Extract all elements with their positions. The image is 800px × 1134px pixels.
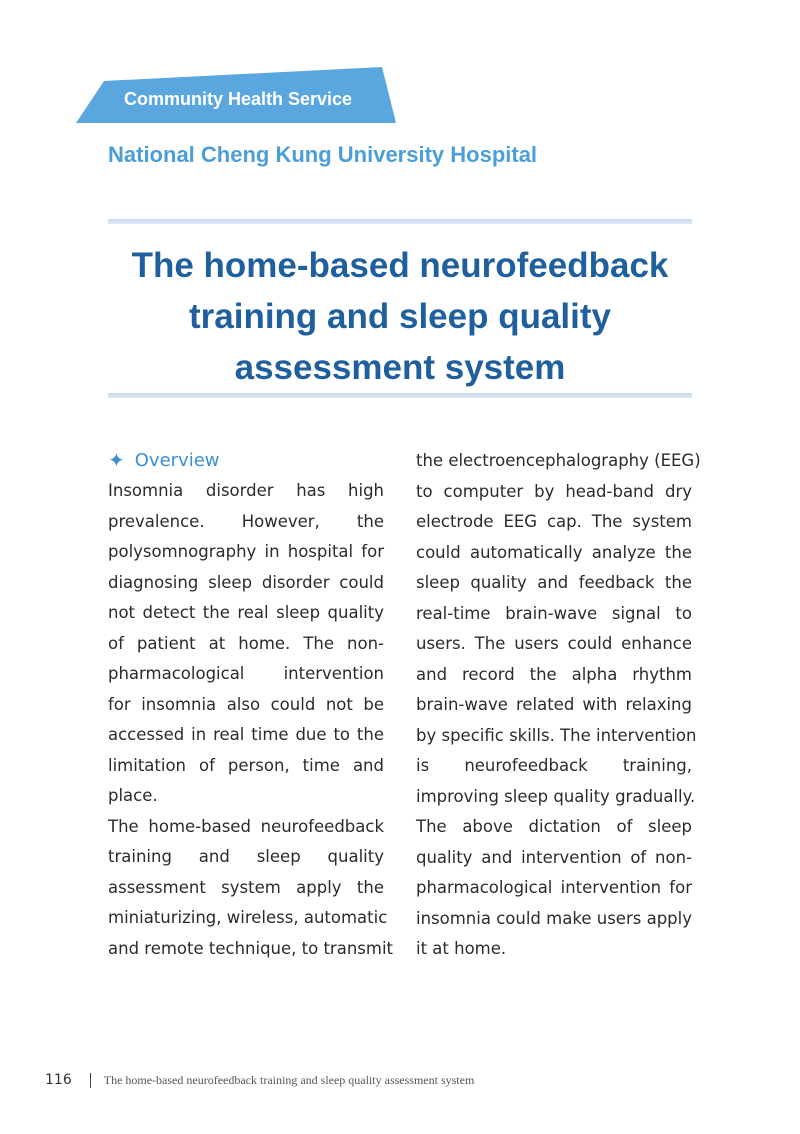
text-line: pharmacological intervention	[108, 664, 384, 683]
overview-heading	[108, 446, 384, 474]
text-line: accessed in real time due to the	[108, 725, 384, 744]
text-line: the electroencephalography (EEG)	[416, 451, 701, 470]
right-column-text	[416, 446, 701, 965]
title-line: assessment system	[234, 348, 566, 387]
text-line: place.	[108, 786, 158, 805]
text-line: assessment system apply the	[108, 877, 384, 897]
text-line: real-time brain-wave signal to	[416, 603, 692, 623]
running-title: The home-based neurofeedback training and sleep quality assessment system	[103, 1072, 475, 1087]
text-line: limitation of person, time and	[108, 755, 384, 775]
text-line: is neurofeedback training,	[416, 756, 692, 775]
page-number: 116	[45, 1072, 72, 1088]
institution-name: National Cheng Kung University Hospital	[108, 142, 538, 167]
text-line: insomnia could make users apply	[416, 908, 692, 928]
page-footer	[45, 1072, 474, 1088]
text-line: and record the alpha rhythm	[416, 664, 692, 684]
text-line: of patient at home. The non-	[108, 633, 384, 653]
text-line: could automatically analyze the	[416, 542, 692, 562]
text-line: pharmacological intervention for	[416, 878, 692, 897]
text-line: training and sleep quality	[108, 847, 384, 866]
title-bottom-rule	[108, 393, 692, 398]
text-line: by specific skills. The intervention	[416, 725, 697, 745]
text-line: prevalence. However, the	[108, 511, 384, 531]
text-line: miniaturizing, wireless, automatic	[108, 908, 388, 927]
left-column	[108, 446, 394, 964]
text-line: sleep quality and feedback the	[416, 573, 692, 592]
four-point-star-icon: ✦	[108, 448, 125, 472]
text-line: electrode EEG cap. The system	[416, 512, 692, 531]
text-line: users. The users could enhance	[416, 634, 692, 653]
text-line: for insomnia also could not be	[108, 694, 384, 714]
page-title	[108, 240, 692, 393]
title-top-rule	[108, 219, 692, 224]
right-column	[416, 446, 701, 965]
text-line: quality and intervention of non-	[416, 847, 692, 867]
banner-label: Community Health Service	[124, 89, 353, 109]
text-line: The above dictation of sleep	[416, 817, 692, 836]
text-line: diagnosing sleep disorder could	[108, 572, 384, 592]
overview-heading-label: Overview	[134, 449, 220, 471]
text-line: Insomnia disorder has high	[108, 481, 384, 500]
text-line: to computer by head-band dry	[416, 481, 692, 501]
text-line: polysomnography in hospital for	[108, 542, 384, 561]
footer-divider	[90, 1073, 91, 1088]
section-banner	[76, 67, 396, 123]
text-line: it at home.	[416, 939, 507, 958]
text-line: brain-wave related with relaxing	[416, 695, 692, 714]
text-line: not detect the real sleep quality	[108, 603, 384, 622]
title-line: The home-based neurofeedback	[131, 246, 669, 285]
title-line: training and sleep quality	[188, 297, 612, 336]
left-column-text	[108, 476, 394, 964]
text-line: The home-based neurofeedback	[108, 816, 384, 836]
text-line: and remote technique, to transmit	[108, 938, 394, 958]
text-line: improving sleep quality gradually.	[416, 786, 696, 806]
